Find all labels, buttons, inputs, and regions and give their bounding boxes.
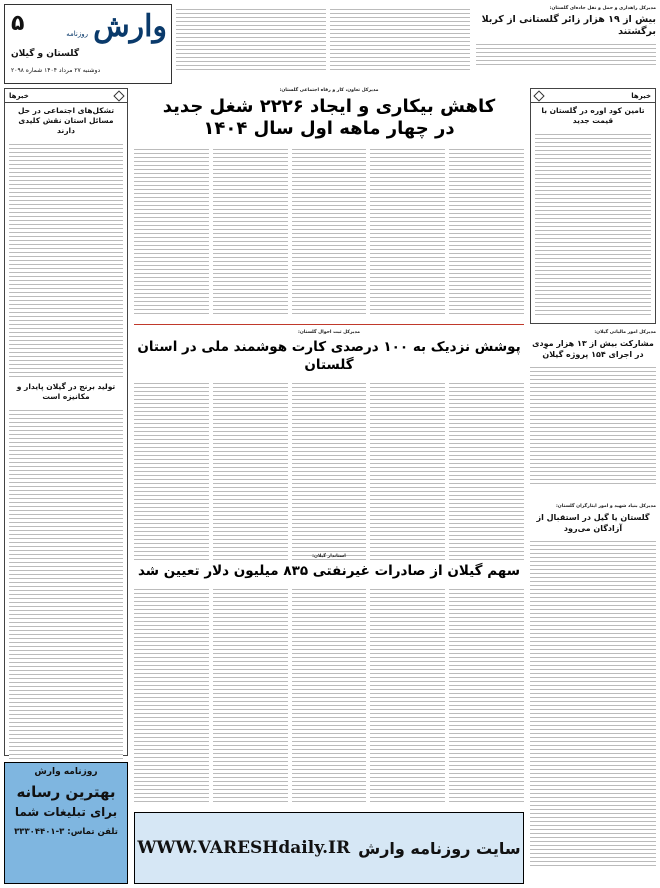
- top-right-kicker: مدیرکل راهداری و حمل و نقل جاده‌ای گلستان:: [549, 6, 656, 11]
- main-story-kicker: مدیرکل تعاون، کار و رفاه اجتماعی گلستان:: [279, 88, 379, 93]
- right-lower-body: [530, 538, 656, 868]
- story-three-title: سهم گیلان از صادرات غیرنفتی ۸۳۵ میلیون دلار تعیین شد: [137, 563, 520, 579]
- logo-sub: روزنامه: [66, 30, 88, 38]
- story-three: [134, 554, 524, 808]
- main-story-title-1: کاهش بیکاری و ایجاد ۲۲۲۶ شغل جدید: [162, 96, 496, 117]
- ad-left-line2: بهترین رسانه: [16, 783, 116, 801]
- right-lower-title: گلستان یا گیل در استقبال از آزادگان می‌رود: [536, 513, 650, 533]
- ad-left-line1: روزنامه وارش: [34, 767, 98, 777]
- ad-left-line3: برای تبلیغات شما: [14, 805, 118, 819]
- right-news-title: تامین کود اوره در گلستان با قیمت جدید: [541, 106, 645, 125]
- story-two-body: [134, 380, 524, 562]
- right-news-header: [531, 89, 655, 103]
- left-news-header: [5, 89, 127, 103]
- story-two-title: پوشش نزدیک به ۱۰۰ درصدی کارت هوشمند ملی در استان گلستان: [137, 339, 521, 373]
- top-right-story: [476, 6, 656, 82]
- page-number: ۵: [11, 11, 25, 36]
- ad-left-phone: تلفن تماس: ۳-۳۳۳۰۴۴۰۱: [14, 827, 118, 837]
- masthead: [4, 4, 172, 84]
- section-name: گلستان و گیلان: [11, 49, 80, 59]
- ad-bottom-url[interactable]: WWW.VARESHdaily.IR: [137, 838, 351, 858]
- right-lower-kicker: مدیرکل بنیاد شهید و امور ایثارگران گلستان:: [555, 504, 656, 509]
- main-story-body: [134, 146, 524, 316]
- top-text-block-2: [330, 6, 470, 70]
- right-mid-story: [530, 330, 656, 498]
- right-mid-title: مشارکت بیش از ۱۳ هزار موِدی در اجرای ۱۵۴ پروژه گیلان: [532, 339, 654, 359]
- story-two-kicker: مدیرکل ثبت احوال گلستان:: [297, 330, 361, 335]
- diamond-icon: [113, 90, 124, 101]
- story-three-body: [134, 586, 524, 804]
- left-news-tag: خبرها: [9, 91, 29, 100]
- left-news-title: تشکل‌های اجتماعی در حل مسائل استان نقش کلیدی دارند: [17, 106, 115, 135]
- main-story: [134, 88, 524, 320]
- story-two: [134, 330, 524, 548]
- top-right-title: بیش از ۱۹ هزار زائر گلستانی از کربلا برگشتند: [481, 14, 656, 37]
- ad-bottom-label: سایت روزنامه وارش: [358, 838, 521, 858]
- right-news-tag: خبرها: [631, 91, 651, 100]
- left-news-box: [4, 88, 128, 756]
- right-news-body: [535, 131, 651, 317]
- top-text-block: [176, 6, 326, 70]
- left-mid-body: [9, 407, 123, 767]
- main-story-title-2: در چهار ماهه اول سال ۱۴۰۴: [203, 118, 455, 139]
- ad-left: [4, 762, 128, 884]
- story-three-kicker: استاندار گیلان:: [312, 554, 346, 559]
- right-mid-kicker: مدیرکل امور مالیاتی گیلان:: [594, 330, 656, 335]
- right-lower-story: [530, 504, 656, 884]
- right-news-box: [530, 88, 656, 324]
- left-mid-title: تولید برنج در گیلان پایدار و مکانیزه است: [16, 382, 116, 401]
- logo: [45, 9, 167, 49]
- right-mid-body: [530, 364, 656, 484]
- logo-text: وارش: [93, 9, 167, 44]
- top-right-body: [476, 41, 656, 67]
- ad-bottom-banner: [134, 812, 524, 884]
- diamond-icon: [533, 90, 544, 101]
- left-news-body: [9, 141, 123, 377]
- date-line: دوشنبه ۲۷ مرداد ۱۴۰۴ شماره ۲۰۹۸: [11, 67, 101, 74]
- separator-rule: [134, 324, 524, 325]
